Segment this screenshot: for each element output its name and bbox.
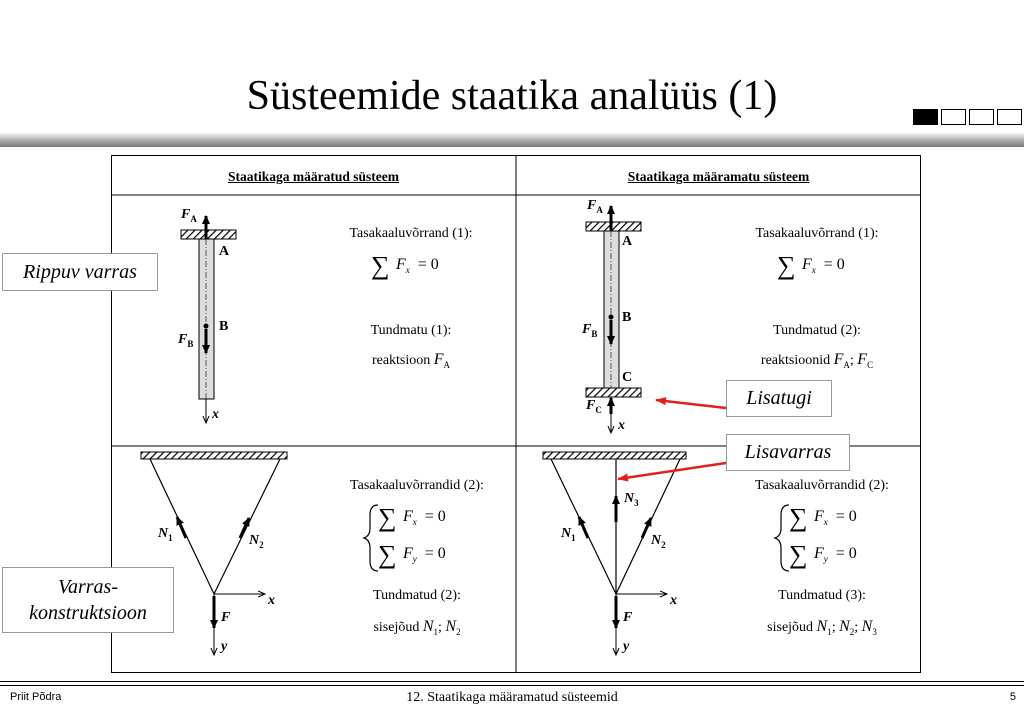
label-N2-right: $N_2$: [651, 533, 666, 550]
r2r-unk-title: Tundmatud (3):: [778, 588, 866, 603]
footer-chapter: 12. Staatikaga määramatud süsteemid: [406, 690, 618, 705]
svg-text:∑: ∑: [777, 251, 796, 280]
callout-extra-support: Lisatugi: [726, 380, 832, 417]
label-FC-right: $F_C$: [586, 398, 602, 415]
label-N1-left: $N_1$: [158, 526, 173, 543]
label-B-left: B: [219, 319, 229, 334]
r1l-eq: $F_x = 0$: [396, 256, 439, 276]
r1l-unk-title: Tundmatu (1):: [370, 323, 452, 338]
r1r-unk: reaktsioonid $F_A$; $F_C$: [760, 351, 874, 370]
r2l-eq-title: Tasakaaluvõrrandid (2):: [350, 478, 484, 493]
r2l-unk-title: Tundmatud (2):: [373, 588, 461, 603]
svg-text:∑: ∑: [789, 503, 808, 532]
label-FA-left: $F_A$: [181, 207, 197, 224]
footer-author: Priit Põdra: [10, 691, 62, 703]
svg-text:∑: ∑: [378, 540, 397, 569]
r2l-eq1: $F_x = 0$: [403, 508, 446, 528]
label-x-r1r: x: [618, 418, 625, 433]
footer-page-number: 5: [1009, 691, 1016, 703]
r2r-eq1: $F_x = 0$: [814, 508, 857, 528]
header-determinate: Staatikaga määratud süsteem: [228, 169, 399, 184]
label-x-r2l: x: [268, 593, 275, 608]
label-y-r2l: y: [221, 639, 228, 654]
r1l-eq-title: Tasakaaluvõrrand (1):: [349, 226, 473, 241]
label-x-r2r: x: [670, 593, 677, 608]
footer-rule-1: [0, 681, 1024, 682]
row-label-truss-line2: konstruktsioon: [29, 602, 147, 624]
r2r-eq2: $F_y = 0$: [814, 545, 857, 565]
r2l-eq2: $F_y = 0$: [403, 545, 446, 565]
r1r-eq-title: Tasakaaluvõrrand (1):: [755, 226, 879, 241]
label-F-r2r: F: [623, 610, 633, 625]
label-C-right: C: [622, 370, 633, 385]
row-label-hanging-rod: Rippuv varras: [2, 253, 158, 291]
row-label-truss: [2, 567, 174, 633]
label-y-r2r: y: [623, 639, 630, 654]
svg-text:∑: ∑: [789, 540, 808, 569]
label-B-right: B: [622, 310, 632, 325]
label-A-left: A: [219, 244, 230, 259]
label-FB-left: $F_B$: [178, 332, 194, 349]
label-FB-right: $F_B$: [582, 322, 598, 339]
r1r-eq: $F_x = 0$: [802, 256, 845, 276]
label-F-r2l: F: [221, 610, 231, 625]
label-x-r1l: x: [212, 407, 219, 422]
header-indeterminate: Staatikaga määramatu süsteem: [627, 169, 810, 184]
footer-rule-2: [0, 685, 1024, 686]
callout-extra-rod: Lisavarras: [726, 434, 850, 471]
svg-text:∑: ∑: [371, 251, 390, 280]
label-A-right: A: [622, 234, 633, 249]
label-N2-left: $N_2$: [249, 533, 264, 550]
row-label-truss-line1: Varras-: [57, 576, 118, 598]
label-FA-right: $F_A$: [587, 198, 603, 215]
slide-title: Süsteemide staatika analüüs (1): [246, 73, 778, 119]
label-N3-right: $N_3$: [624, 491, 639, 508]
r2l-unk: sisejõud $N_1$; $N_2$: [373, 618, 461, 637]
svg-text:∑: ∑: [378, 503, 397, 532]
r1r-unk-title: Tundmatud (2):: [773, 323, 861, 338]
r2r-unk: sisejõud $N_1$; $N_2$; $N_3$: [767, 618, 877, 637]
r1l-unk: reaktsioon $F_A$: [371, 351, 451, 370]
label-N1-right: $N_1$: [561, 526, 576, 543]
r2r-eq-title: Tasakaaluvõrrandid (2):: [755, 478, 889, 493]
